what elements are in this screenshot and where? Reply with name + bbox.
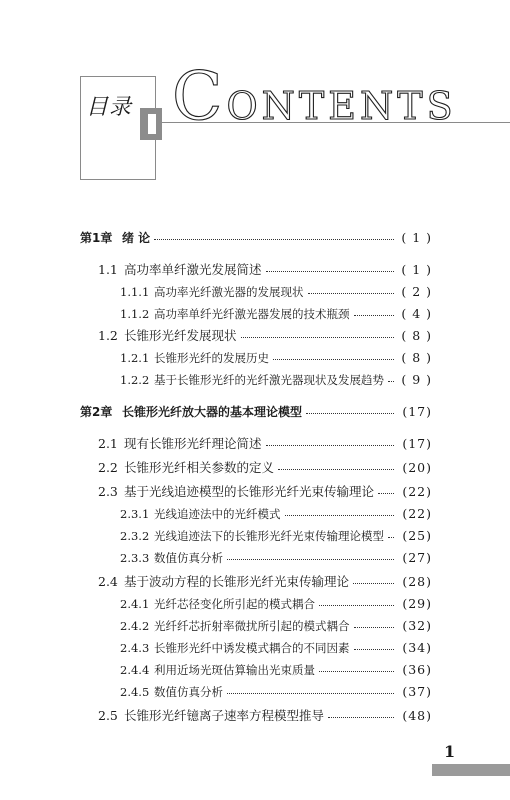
toc-entry-number: 1.2.1 [120,351,150,365]
toc-entry-number: 2.2 [98,460,118,475]
toc-entry[interactable] [0,434,510,454]
toc-entry-title: 基于长锥形光纤的光纤激光器现状及发展趋势 [154,370,386,390]
toc-entry[interactable] [0,706,510,726]
toc-entry-title: 基于光线追迹模型的长锥形光纤光束传输理论 [124,482,376,502]
toc-entry-title: 高功率光纤激光器的发展现状 [154,282,306,302]
toc-entry[interactable] [0,660,510,680]
toc-entry-title: 高功率单纤激光发展简述 [124,260,264,280]
toc-entry-page: (32) [402,618,432,633]
toc-entry-leader-dots [227,693,394,694]
toc-entry-page: (22) [402,484,432,499]
toc-entry-title: 长锥形光纤放大器的基本理论模型 [122,402,304,422]
toc-entry-page: ( 4 ) [401,306,432,321]
toc-entry-title: 现有长锥形光纤理论简述 [124,434,264,454]
toc-entry-number: 第1章 [80,231,113,245]
toc-entry[interactable] [0,526,510,546]
toc-entry-page: ( 1 ) [401,262,432,277]
toc-entry[interactable] [0,616,510,636]
toc-entry[interactable] [0,504,510,524]
toc-entry-number: 1.1.2 [120,307,150,321]
toc-entry[interactable] [0,638,510,658]
toc-entry-number: 2.4.5 [120,685,150,699]
toc-entry[interactable] [0,370,510,390]
toc-entry-title: 数值仿真分析 [154,548,225,568]
toc-entry-page: (25) [402,528,432,543]
toc-entry-number: 2.3 [98,484,118,499]
toc-entry[interactable] [0,594,510,614]
toc-entry-title: 光线追迹法下的长锥形光纤光束传输理论模型 [154,526,386,546]
toc-entry[interactable] [0,282,510,302]
toc-entry-title: 数值仿真分析 [154,682,225,702]
toc-entry[interactable] [0,304,510,324]
toc-entry-title: 利用近场光斑估算输出光束质量 [154,660,317,680]
toc-entry-number: 2.4 [98,574,118,589]
toc-entry[interactable] [0,348,510,368]
toc-entry-title: 长锥形光纤发展现状 [124,326,239,346]
toc-entry-number: 2.4.3 [120,641,150,655]
toc-entry-title: 长锥形光纤的发展历史 [154,348,271,368]
toc-entry-title: 光线追迹法中的光纤模式 [154,504,283,524]
toc-entry-page: (37) [402,684,432,699]
toc-entry-leader-dots [154,239,394,240]
toc-entry[interactable] [0,402,510,422]
toc-entry-page: ( 8 ) [401,350,432,365]
toc-entry[interactable] [0,572,510,592]
toc-entry[interactable] [0,548,510,568]
toc-entry-number: 2.4.4 [120,663,150,677]
toc-entry-page: (17) [402,404,432,419]
toc-entry-title: 光纤芯径变化所引起的模式耦合 [154,594,317,614]
toc-entry-title: 基于波动方程的长锥形光纤光束传输理论 [124,572,351,592]
toc-entry[interactable] [0,260,510,280]
toc-entry-page: ( 8 ) [401,328,432,343]
toc-entry-page: ( 9 ) [401,372,432,387]
toc-entry-page: (29) [402,596,432,611]
toc-entry[interactable] [0,326,510,346]
toc-entry-number: 1.1.1 [120,285,150,299]
toc-entry-title: 长锥形光纤镱离子速率方程模型推导 [124,706,326,726]
toc-entry-page: (36) [402,662,432,677]
toc-entry-page: (27) [402,550,432,565]
toc-entry-number: 第2章 [80,405,113,419]
toc-entry[interactable] [0,228,510,248]
contents-title-english [172,58,457,135]
contents-title-chinese: 目录 [86,95,133,120]
contents-title-rest: ONTENTS [226,84,457,128]
page-number: 1 [444,742,456,761]
toc-entry-number: 1.1 [98,262,118,277]
toc-entry-page: (48) [402,708,432,723]
toc-entry-page: ( 2 ) [401,284,432,299]
header-tab-marker-inner [148,114,156,134]
toc-entry-page: (17) [402,436,432,451]
toc-entry-page: (34) [402,640,432,655]
toc-entry[interactable] [0,682,510,702]
toc-entry-number: 2.4.1 [120,597,150,611]
toc-entry-title: 绪 论 [122,228,152,248]
page-number-bar [432,764,510,776]
toc-entry-number: 1.2.2 [120,373,150,387]
toc-entry-leader-dots [227,559,394,560]
contents-title-initial: C [172,58,227,135]
toc-entry-page: ( 1 ) [401,230,432,245]
toc-entry-page: (20) [402,460,432,475]
toc-entry-title: 长锥形光纤相关参数的定义 [124,458,276,478]
toc-entry[interactable] [0,458,510,478]
toc-entry-page: (22) [402,506,432,521]
toc-entry-page: (28) [402,574,432,589]
toc-entry-number: 2.3.2 [120,529,150,543]
toc-entry-number: 2.3.3 [120,551,150,565]
toc-entry-number: 2.3.1 [120,507,150,521]
toc-entry-number: 2.5 [98,708,118,723]
toc-entry-number: 2.1 [98,436,118,451]
toc-entry-number: 1.2 [98,328,118,343]
toc-entry-title: 高功率单纤光纤激光器发展的技术瓶颈 [154,304,352,324]
toc-entry-number: 2.4.2 [120,619,150,633]
toc-entry-title: 光纤纤芯折射率微扰所引起的模式耦合 [154,616,352,636]
toc-entry[interactable] [0,482,510,502]
toc-entry-title: 长锥形光纤中诱发模式耦合的不同因素 [154,638,352,658]
